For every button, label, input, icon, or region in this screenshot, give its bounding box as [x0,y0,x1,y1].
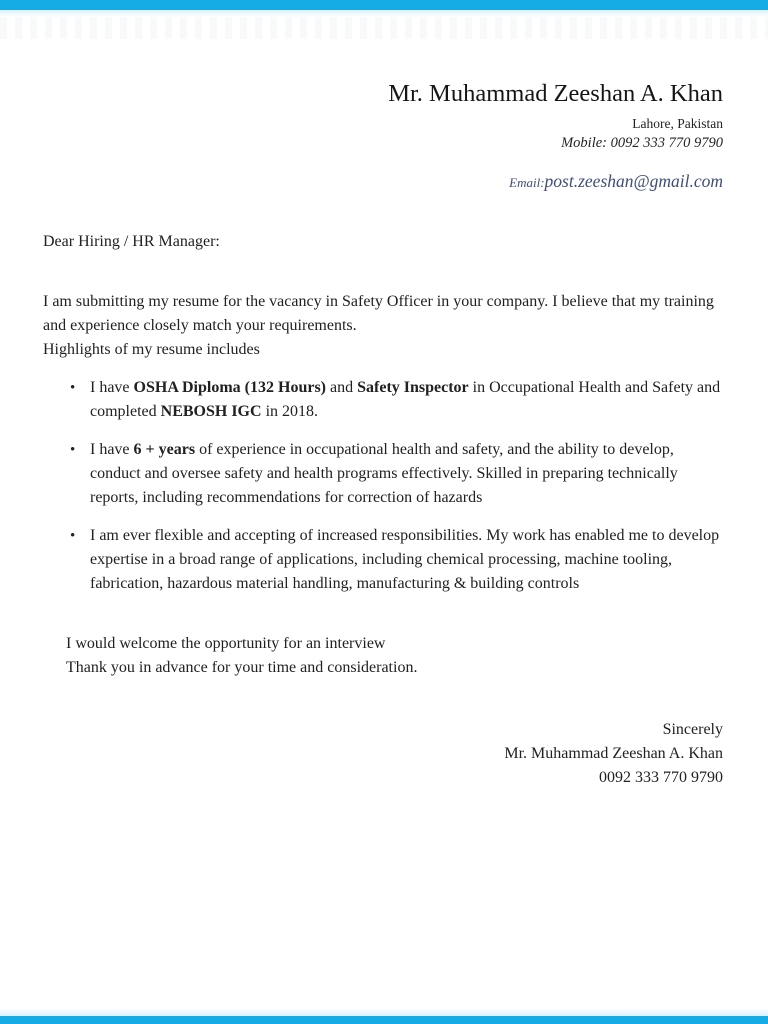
signature-sincerely: Sincerely [662,721,723,738]
faint-texture-strip [0,17,768,39]
signature-phone: 0092 333 770 9790 [599,769,723,786]
bullet-item-experience: • I have 6 + years of experience in occupational health and safety, and the ability to develop, conduct and oversee safety and health programs effectively. Skilled in preparing technically reports, including recommendations for correction of hazards [43,438,723,510]
bullet-item-qualifications: • I have OSHA Diploma (132 Hours) and Safety Inspector in Occupational Health and Safety and completed NEBOSH IGC in 2018. [43,376,723,424]
sender-email [43,171,723,192]
closing-paragraph [66,632,723,680]
bottom-accent-bar [0,1016,768,1024]
sender-mobile [43,134,723,152]
bullet-item-flexibility: • I am ever flexible and accepting of increased responsibilities. My work has enabled me to develop expertise in a broad range of applications, including chemical processing, machine tooling, fabrication, hazardous material handling, manufacturing & building controls [43,524,723,596]
email-label: Email: [509,175,545,190]
signature-block [43,718,723,790]
contact-header [43,80,723,192]
bullet-dot-icon: • [70,528,76,544]
bottom-accent-fade [0,1008,768,1016]
top-accent-bar [0,0,768,10]
sender-name: Mr. Muhammad Zeeshan A. Khan [388,80,723,107]
mobile-label: Mobile: [561,135,607,151]
sender-location: Lahore, Pakistan [632,116,723,131]
letter-body [43,230,723,790]
closing-line-1: I would welcome the opportunity for an interview [66,635,386,652]
highlights-bullet-list [43,376,723,596]
highlights-line: Highlights of my resume includes [43,341,260,358]
salutation: Dear Hiring / HR Manager: [43,233,220,250]
closing-line-2: Thank you in advance for your time and consideration. [66,659,418,676]
signature-name: Mr. Muhammad Zeeshan A. Khan [504,745,723,762]
mobile-number: 0092 333 770 9790 [610,135,723,151]
email-address-link[interactable]: post.zeeshan@gmail.com [544,171,723,191]
top-accent-fade [0,10,768,17]
bullet-dot-icon: • [70,380,76,396]
intro-paragraph: I am submitting my resume for the vacancy in Safety Officer in your company. I believe that my training and experience closely match your requirements. [43,293,714,334]
bullet-dot-icon: • [70,442,76,458]
